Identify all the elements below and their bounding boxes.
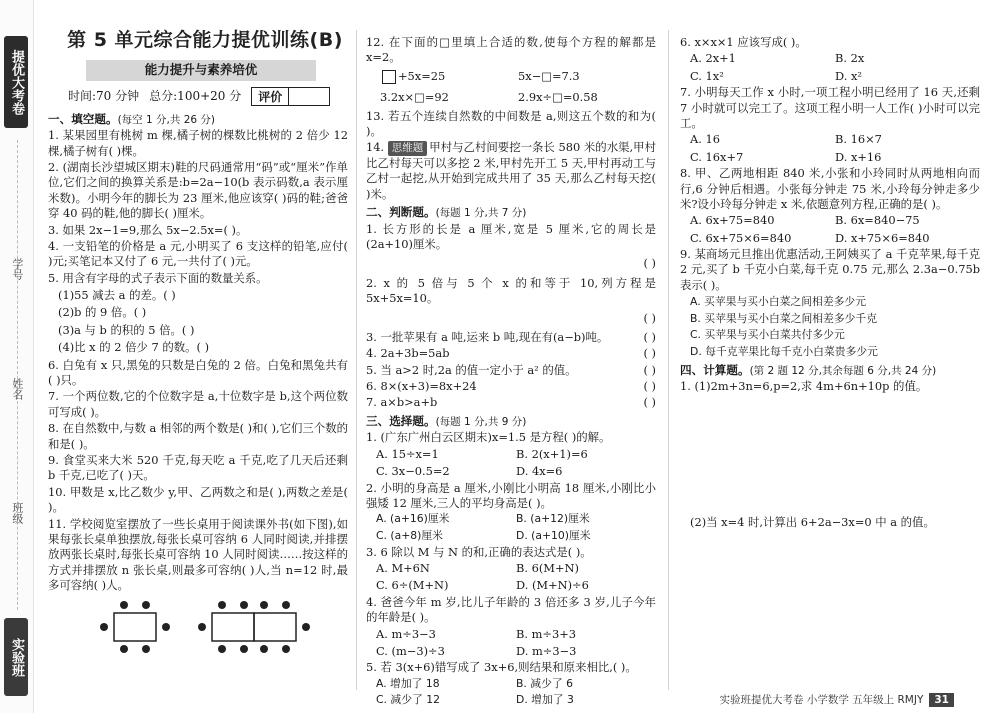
- option[interactable]: B. 6(M+N): [516, 560, 579, 575]
- judge-question: [366, 379, 656, 394]
- choice-question: 7. 小明每天工作 x 小时,一项工程小明已经用了 16 天,还剩 7 小时就可以完工了。这项工程小明一人工作( )小时可以完工。: [680, 85, 980, 130]
- judge-question: 2. x 的 5 倍与 5 个 x 的和等于 10,列方程是 5x+5x=10。: [366, 275, 656, 306]
- option[interactable]: D. 增加了 3: [516, 693, 574, 707]
- choice-question: 2. 小明的身高是 a 厘米,小刚比小明高 18 厘米,小刚比小强矮 12 厘米,三人的平均身高是( )。: [366, 480, 656, 511]
- question-text: 4. 2a+3b=5ab: [366, 346, 450, 361]
- option[interactable]: C. 买苹果与买小白菜共付多少元: [690, 328, 845, 342]
- answer-paren[interactable]: ( ): [643, 362, 656, 377]
- option[interactable]: B. 买苹果与买小白菜之间相差多少千克: [690, 311, 878, 325]
- option[interactable]: D. 每千克苹果比每千克小白菜贵多少元: [690, 344, 878, 358]
- section-name: 四、计算题。: [680, 362, 750, 377]
- section-note: (第 2 题 12 分,其余每题 6 分,共 24 分): [749, 364, 937, 377]
- answer-space[interactable]: [680, 396, 980, 514]
- option[interactable]: C. (a+8)厘米: [376, 529, 443, 542]
- answer-paren[interactable]: ( ): [643, 256, 656, 271]
- option[interactable]: D. (a+10)厘米: [516, 529, 591, 542]
- question: 4. 一支铅笔的价格是 a 元,小明买了 6 支这样的铅笔,应付( )元;买笔记本又付了 6 元,一共付了( )元。: [48, 238, 348, 269]
- option[interactable]: D. x²: [835, 68, 862, 83]
- section-note: (每题 1 分,共 7 分): [435, 206, 527, 219]
- equation: [380, 69, 518, 84]
- options: [690, 51, 980, 84]
- option[interactable]: D. x+75×6=840: [835, 230, 930, 245]
- equation-text: +5x=25: [398, 68, 446, 83]
- question-text: 6. 8×(x+3)=8x+24: [366, 379, 477, 394]
- options: [376, 627, 656, 660]
- total-score: 总分:100+20 分: [149, 88, 242, 103]
- option[interactable]: A. M+6N: [376, 560, 430, 575]
- option[interactable]: B. m÷3+3: [516, 626, 576, 641]
- equation-grid: [380, 69, 656, 106]
- options: [376, 512, 656, 543]
- answer-paren[interactable]: ( ): [643, 310, 656, 325]
- question-text: 7. a×b>a+b: [366, 395, 438, 410]
- option[interactable]: A. 增加了 18: [376, 676, 440, 690]
- section-name: 一、填空题。: [48, 111, 118, 126]
- question: 10. 甲数是 x,比乙数少 y,甲、乙两数之和是( ),两数之差是( )。: [48, 484, 348, 515]
- choice-question: 5. 若 3(x+6)错写成了 3x+6,则结果和原来相比,( )。: [366, 660, 637, 675]
- option[interactable]: A. m÷3−3: [376, 626, 436, 641]
- column-1: [48, 28, 348, 661]
- choice-question: 9. 某商场元旦推出优惠活动,王阿姨买了 a 千克苹果,每千克 2 元,买了 b 千克小白菜,每千克 0.75 元,那么 2.3a−0.75b 表示( )。: [680, 247, 980, 292]
- question: 14. 思维题 甲村与乙村间要挖一条长 580 米的水渠,甲村比乙村每天可以多挖 2 米,甲村先开工 5 天,甲村再动工与乙村一起挖,从开始到完成共用了 35 天,那么乙村每天挖( )米。: [366, 140, 656, 201]
- column-2: [366, 34, 656, 709]
- question-text: 甲村与乙村间要挖一条长 580 米的水渠,甲村比乙村每天可以多挖 2 米,甲村先开工 5 天,甲村再动工与乙村一起挖,从开始到完成共用了 35 天,那么乙村每天挖( )米。: [366, 140, 656, 201]
- option[interactable]: C. 16x+7: [690, 149, 744, 164]
- question-text: 5. 当 a>2 时,2a 的值一定小于 a² 的值。: [366, 362, 577, 377]
- option[interactable]: A. 16: [690, 132, 720, 147]
- question: 11. 学校阅览室摆放了一些长桌用于阅读课外书(如下图),如果每张长桌单独摆放,每张长桌可容纳 6 人同时阅读,并排摆放两张长桌时,每张长桌可容纳 10 人同时阅读……按这样的方式并排摆放 n 张长桌,则最多可容纳( )人,当 n=12 时,最多可容纳( )人。: [48, 516, 348, 593]
- page-subtitle: 能力提升与素养培优: [86, 60, 316, 81]
- option[interactable]: C. 减少了 12: [376, 693, 440, 707]
- choice-question: 6. x×x×1 应该写成( )。: [680, 35, 807, 49]
- question: 5. 用含有字母的式子表示下面的数量关系。: [48, 270, 268, 285]
- options: [376, 447, 656, 480]
- option[interactable]: B. (a+12)厘米: [516, 512, 590, 526]
- sub-question: (3)a 与 b 的积的 5 倍。( ): [58, 322, 195, 337]
- answer-box[interactable]: [382, 70, 396, 84]
- judge-question: 1. 长方形的长是 a 厘米,宽是 5 厘米,它的周长是(2a+10)厘米。: [366, 221, 656, 251]
- name-label: 姓名: [10, 378, 24, 400]
- question: 2. (湖南长沙望城区期末)鞋的尺码通常用“码”或“厘米”作单位,它们之间的换算关系是:b=2a−10(b 表示码数,a 表示厘米数)。小明今年的脚长为 23 厘米,他应该穿( )码的鞋;爸爸穿 40 码的鞋,他的脚长( )厘米。: [48, 159, 348, 221]
- rating-label: 评价: [252, 88, 289, 105]
- sub-question: (2)b 的 9 倍。( ): [58, 305, 147, 320]
- option[interactable]: C. 6x+75×6=840: [690, 230, 792, 245]
- option[interactable]: D. m÷3−3: [516, 643, 577, 658]
- judge-question: [366, 346, 656, 361]
- option[interactable]: A. 15÷x=1: [376, 446, 439, 461]
- sub-question: (4)比 x 的 2 倍少 7 的数。( ): [58, 340, 210, 355]
- question-text: 3. 一批苹果有 a 吨,运来 b 吨,现在有(a−b)吨。: [366, 329, 609, 344]
- answer-paren[interactable]: ( ): [643, 346, 656, 361]
- column-3: [680, 34, 980, 531]
- answer-paren[interactable]: ( ): [643, 379, 656, 394]
- options: [376, 677, 656, 708]
- option[interactable]: D. 4x=6: [516, 464, 563, 479]
- brand-logo-bottom: 实验班: [4, 618, 28, 696]
- table-diagram: [48, 599, 348, 661]
- option[interactable]: A. 买苹果与买小白菜之间相差多少元: [690, 295, 867, 309]
- option[interactable]: A. (a+16)厘米: [376, 512, 450, 526]
- column-divider: [668, 30, 669, 690]
- choice-question: 1. (广东广州白云区期末)x=1.5 是方程( )的解。: [366, 430, 611, 445]
- option[interactable]: A. 2x+1: [690, 51, 736, 66]
- choice-question: 3. 6 除以 M 与 N 的和,正确的表达式是( )。: [366, 544, 592, 559]
- question: 8. 在自然数中,与数 a 相邻的两个数是( )和( ),它们三个数的和是( )。: [48, 421, 348, 451]
- option[interactable]: B. 2x: [835, 51, 865, 66]
- section-name: 二、判断题。: [366, 204, 436, 219]
- calc-question: 1. (1)2m+3n=6,p=2,求 4m+6n+10p 的值。: [680, 379, 928, 394]
- option[interactable]: C. (m−3)÷3: [376, 643, 445, 658]
- options: [690, 132, 980, 165]
- calc-question: (2)当 x=4 时,计算出 6+2a−3x=0 中 a 的值。: [690, 514, 935, 529]
- option[interactable]: D. x+16: [835, 149, 882, 164]
- class-label: 班级: [10, 502, 24, 524]
- judge-question: [366, 363, 656, 378]
- option[interactable]: B. 减少了 6: [516, 676, 573, 690]
- option[interactable]: B. 2(x+1)=6: [516, 446, 588, 461]
- question: 9. 食堂买来大米 520 千克,每天吃 a 千克,吃了几天后还剩 b 千克,已吃了( )天。: [48, 452, 348, 483]
- section-title: [680, 363, 980, 379]
- options: [376, 561, 656, 594]
- column-divider: [356, 30, 357, 690]
- time-limit: 时间:70 分钟: [68, 88, 140, 103]
- option[interactable]: D. (M+N)÷6: [516, 578, 589, 593]
- question: 1. 某果园里有桃树 m 棵,橘子树的棵数比桃树的 2 倍少 12 棵,橘子树有( )棵。: [48, 128, 348, 158]
- equation: 2.9x÷□=0.58: [518, 90, 598, 105]
- side-margin: [0, 0, 34, 713]
- section-title: [48, 112, 348, 128]
- exam-meta: [68, 87, 348, 106]
- option[interactable]: C. 3x−0.5=2: [376, 464, 450, 479]
- page-footer: [719, 693, 954, 707]
- choice-question: 4. 爸爸今年 m 岁,比儿子年龄的 3 倍还多 3 岁,儿子今年的年龄是( )。: [366, 594, 656, 625]
- brand-logo: 提优大考卷: [4, 36, 28, 128]
- question: 7. 一个两位数,它的个位数字是 a,十位数字是 b,这个两位数可写成( )。: [48, 389, 348, 419]
- section-title: [366, 414, 656, 430]
- section-name: 三、选择题。: [366, 413, 436, 428]
- option[interactable]: C. 1x²: [690, 68, 724, 83]
- option[interactable]: B. 6x=840−75: [835, 213, 920, 228]
- student-number-label: 学号: [10, 258, 24, 280]
- option[interactable]: A. 6x+75=840: [690, 213, 775, 228]
- options: [690, 213, 980, 246]
- answer-paren[interactable]: ( ): [643, 395, 656, 410]
- section-note: (每空 1 分,共 26 分): [117, 113, 216, 126]
- answer-paren[interactable]: ( ): [643, 329, 656, 344]
- option[interactable]: B. 16×7: [835, 132, 882, 147]
- page-number: 31: [929, 693, 954, 707]
- question: 6. 白兔有 x 只,黑兔的只数是白兔的 2 倍。白兔和黑兔共有( )只。: [48, 357, 348, 388]
- option[interactable]: C. 6÷(M+N): [376, 578, 449, 593]
- options: [690, 295, 980, 359]
- judge-question: [366, 395, 656, 410]
- choice-question: 8. 甲、乙两地相距 840 米,小张和小玲同时从两地相向而行,6 分钟后相遇。小张每分钟走 75 米,小玲每分钟走多少米?设小玲每分钟走 x 米,依题意列方程,正确的是( )。: [680, 166, 980, 211]
- footer-text: 实验班提优大考卷 小学数学 五年级上 RMJY: [719, 693, 924, 706]
- equation: 3.2x×□=92: [380, 90, 449, 105]
- table-arrangement-figure: [48, 599, 348, 661]
- thinking-tag: 思维题: [388, 141, 428, 155]
- rating-field[interactable]: [289, 88, 329, 105]
- page-title: 第 5 单元综合能力提优训练(B): [67, 29, 343, 51]
- question: 3. 如果 2x−1=9,那么 5x−2.5x=( )。: [48, 222, 248, 237]
- section-title: [366, 205, 656, 221]
- binding-line: [17, 140, 18, 610]
- rating-box[interactable]: [251, 87, 330, 106]
- question: 13. 若五个连续自然数的中间数是 a,则这五个数的和为( )。: [366, 108, 656, 138]
- section-note: (每题 1 分,共 9 分): [435, 415, 527, 428]
- equation: 5x−□=7.3: [518, 68, 580, 83]
- question: 12. 在下面的□里填上合适的数,使每个方程的解都是 x=2。: [366, 35, 656, 65]
- judge-question: [366, 330, 656, 345]
- sub-question: (1)55 减去 a 的差。( ): [58, 288, 176, 303]
